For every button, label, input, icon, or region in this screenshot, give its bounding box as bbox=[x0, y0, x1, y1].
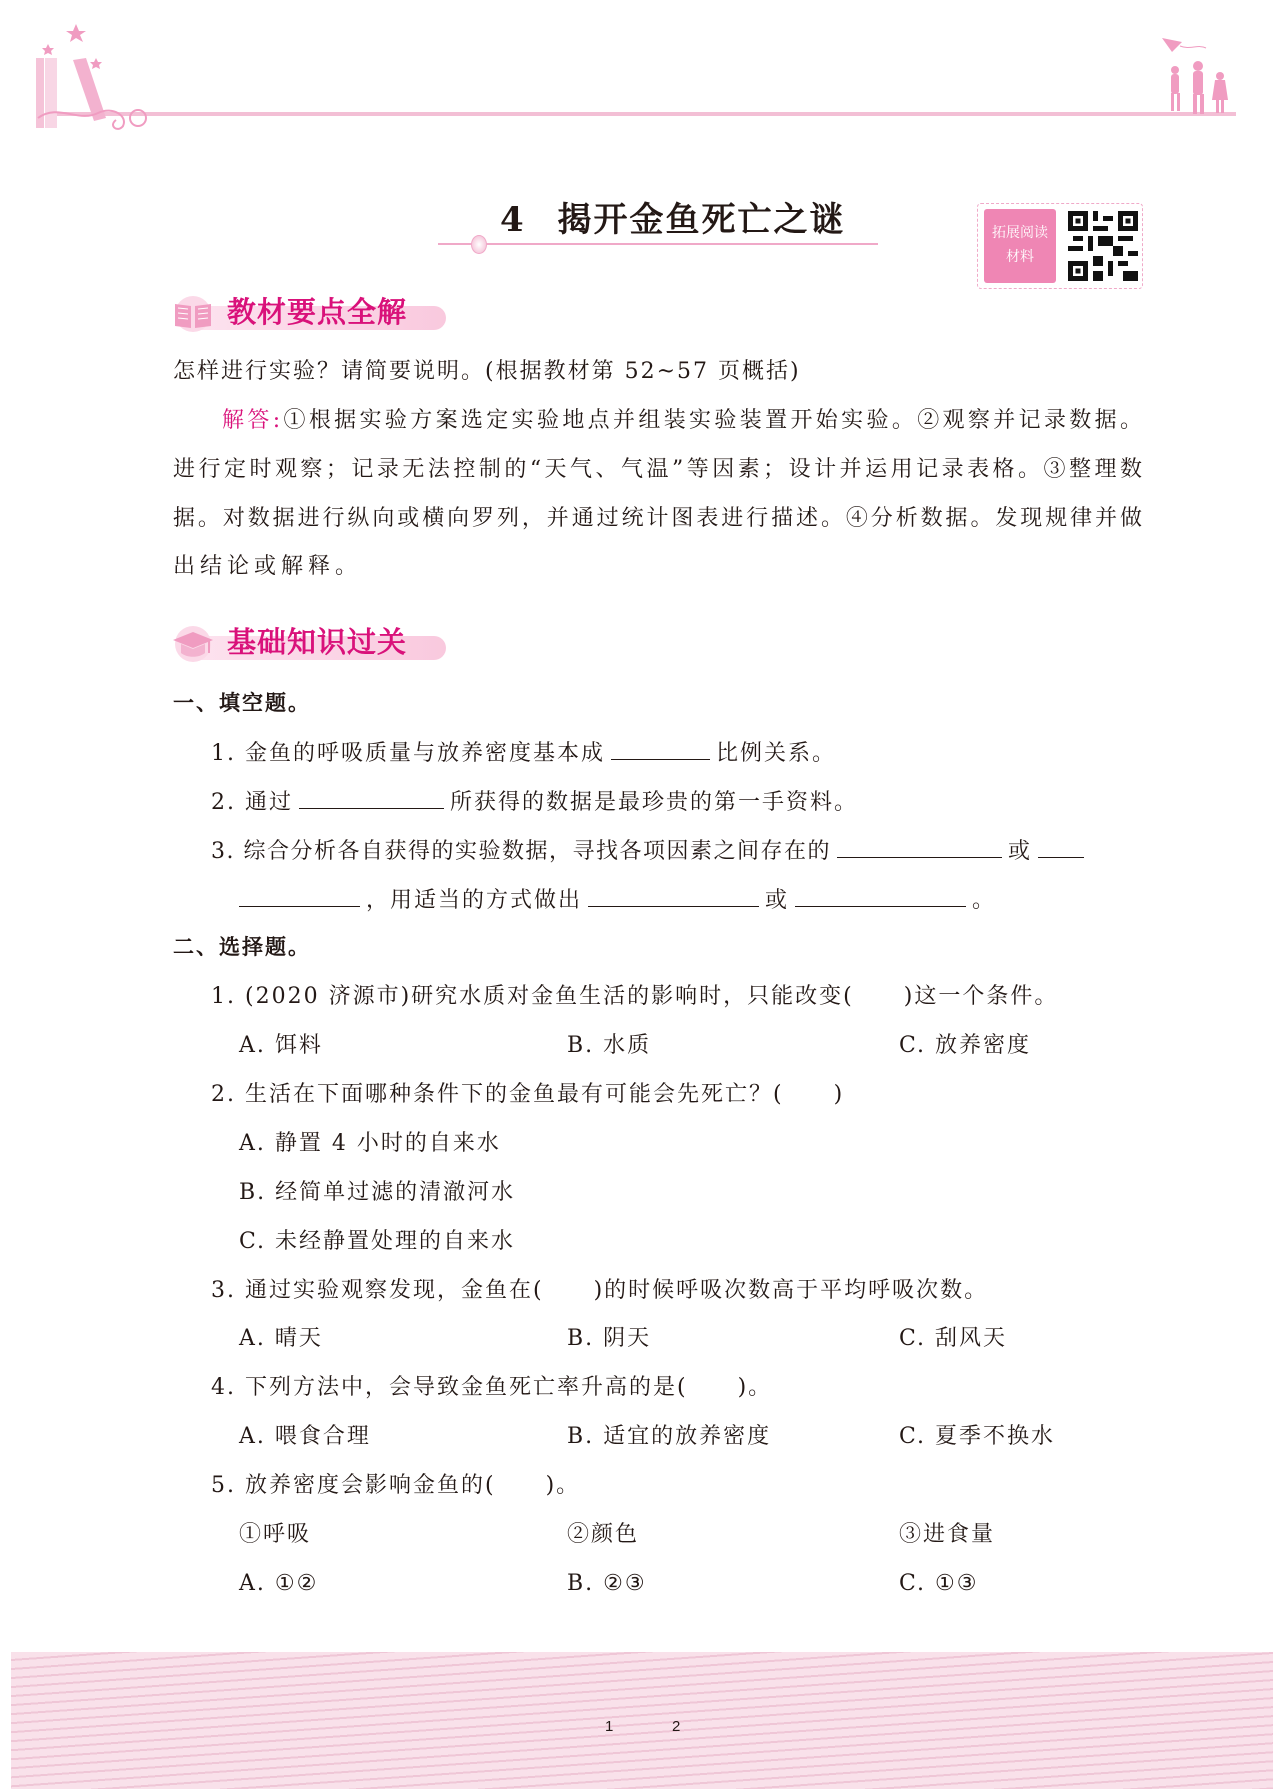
choice-question-4: 4. 下列方法中，会导致金鱼死亡率升高的是( )。 bbox=[211, 1375, 773, 1400]
qr-label: 拓展阅读 材料 bbox=[984, 209, 1056, 283]
answer-blank[interactable] bbox=[1038, 835, 1084, 858]
fill-question-1: 1. 金鱼的呼吸质量与放养密度基本成 比例关系。 bbox=[211, 737, 836, 769]
fill-question-2: 2. 通过 所获得的数据是最珍贵的第一手资料。 bbox=[211, 786, 858, 818]
header-rule bbox=[45, 112, 1236, 116]
qr-code-icon bbox=[1068, 210, 1138, 282]
choice-question-2: 2. 生活在下面哪种条件下的金鱼最有可能会先死亡？( ) bbox=[211, 1082, 845, 1107]
chapter-title bbox=[500, 198, 846, 242]
option-a[interactable]: A. 饵料 bbox=[239, 1033, 323, 1058]
choice-question-5: 5. 放养密度会影响金鱼的( )。 bbox=[211, 1473, 581, 1498]
section-header-basic-knowledge bbox=[171, 622, 451, 666]
choice-question-1: 1. (2020 济源市)研究水质对金鱼生活的影响时，只能改变( )这一个条件。 bbox=[211, 984, 1059, 1009]
answer-line-1: 解答:①根据实验方案选定实验地点并组装实验装置开始实验。②观察并记录数据。 bbox=[222, 408, 1142, 433]
page-number-right: 2 bbox=[672, 1718, 681, 1735]
option-b[interactable]: B. 适宜的放养密度 bbox=[567, 1424, 772, 1449]
section-title: 基础知识过关 bbox=[227, 625, 408, 659]
option-a[interactable]: A. ①② bbox=[239, 1571, 319, 1596]
answer-blank[interactable] bbox=[611, 737, 710, 760]
choice-heading: 二、选择题。 bbox=[173, 935, 311, 959]
fill-question-3: 3. 综合分析各自获得的实验数据，寻找各项因素之间存在的 或 bbox=[211, 835, 1084, 867]
choice-question-3: 3. 通过实验观察发现，金鱼在( )的时候呼吸次数高于平均呼吸次数。 bbox=[211, 1278, 989, 1303]
footer-wave-band bbox=[11, 1652, 1273, 1789]
review-question: 怎样进行实验？请简要说明。(根据教材第 52~57 页概括) bbox=[173, 359, 801, 384]
fill-question-3-cont: ，用适当的方式做出 或 。 bbox=[239, 884, 996, 916]
fill-heading: 一、填空题。 bbox=[173, 691, 311, 715]
option-c[interactable]: C. 刮风天 bbox=[899, 1326, 1008, 1351]
graduation-cap-icon bbox=[171, 626, 215, 662]
answer-blank[interactable] bbox=[239, 884, 360, 907]
option-a[interactable]: A. 静置 4 小时的自来水 bbox=[239, 1131, 501, 1156]
answer-line-3: 据。对数据进行纵向或横向罗列，并通过统计图表进行描述。④分析数据。发现规律并做 bbox=[173, 506, 1142, 531]
option-c[interactable]: C. ①③ bbox=[899, 1571, 979, 1596]
answer-blank[interactable] bbox=[837, 835, 1002, 858]
section-title: 教材要点全解 bbox=[227, 295, 408, 329]
title-underline-dot bbox=[471, 235, 487, 254]
option-c[interactable]: C. 放养密度 bbox=[899, 1033, 1032, 1058]
option-a[interactable]: A. 晴天 bbox=[239, 1326, 323, 1351]
answer-blank[interactable] bbox=[588, 884, 759, 907]
statement-2: ②颜色 bbox=[567, 1522, 640, 1547]
open-book-icon bbox=[171, 296, 215, 332]
books-decoration-icon bbox=[28, 18, 153, 133]
option-b[interactable]: B. 水质 bbox=[567, 1033, 652, 1058]
option-c[interactable]: C. 未经静置处理的自来水 bbox=[239, 1229, 516, 1254]
statement-3: ③进食量 bbox=[899, 1522, 996, 1547]
option-c[interactable]: C. 夏季不换水 bbox=[899, 1424, 1056, 1449]
answer-line-4: 出结论或解释。 bbox=[173, 554, 363, 579]
answer-blank[interactable] bbox=[795, 884, 966, 907]
answer-line-2: 进行定时观察；记录无法控制的“天气、气温”等因素；设计并运用记录表格。③整理数 bbox=[173, 457, 1142, 482]
chapter-number: 4 bbox=[500, 200, 524, 240]
title-underline bbox=[438, 243, 878, 245]
option-b[interactable]: B. ②③ bbox=[567, 1571, 647, 1596]
chapter-title-text: 揭开金鱼死亡之谜 bbox=[557, 200, 846, 240]
answer-label: 解答: bbox=[222, 408, 281, 433]
option-b[interactable]: B. 经简单过滤的清澈河水 bbox=[239, 1180, 516, 1205]
option-b[interactable]: B. 阴天 bbox=[567, 1326, 652, 1351]
section-header-textbook-points bbox=[171, 292, 451, 336]
statement-1: ①呼吸 bbox=[239, 1522, 312, 1547]
children-kite-decoration-icon bbox=[1160, 38, 1240, 118]
qr-extended-reading[interactable] bbox=[977, 203, 1143, 289]
option-a[interactable]: A. 喂食合理 bbox=[239, 1424, 371, 1449]
answer-blank[interactable] bbox=[299, 786, 444, 809]
page-number-left: 1 bbox=[605, 1718, 614, 1735]
